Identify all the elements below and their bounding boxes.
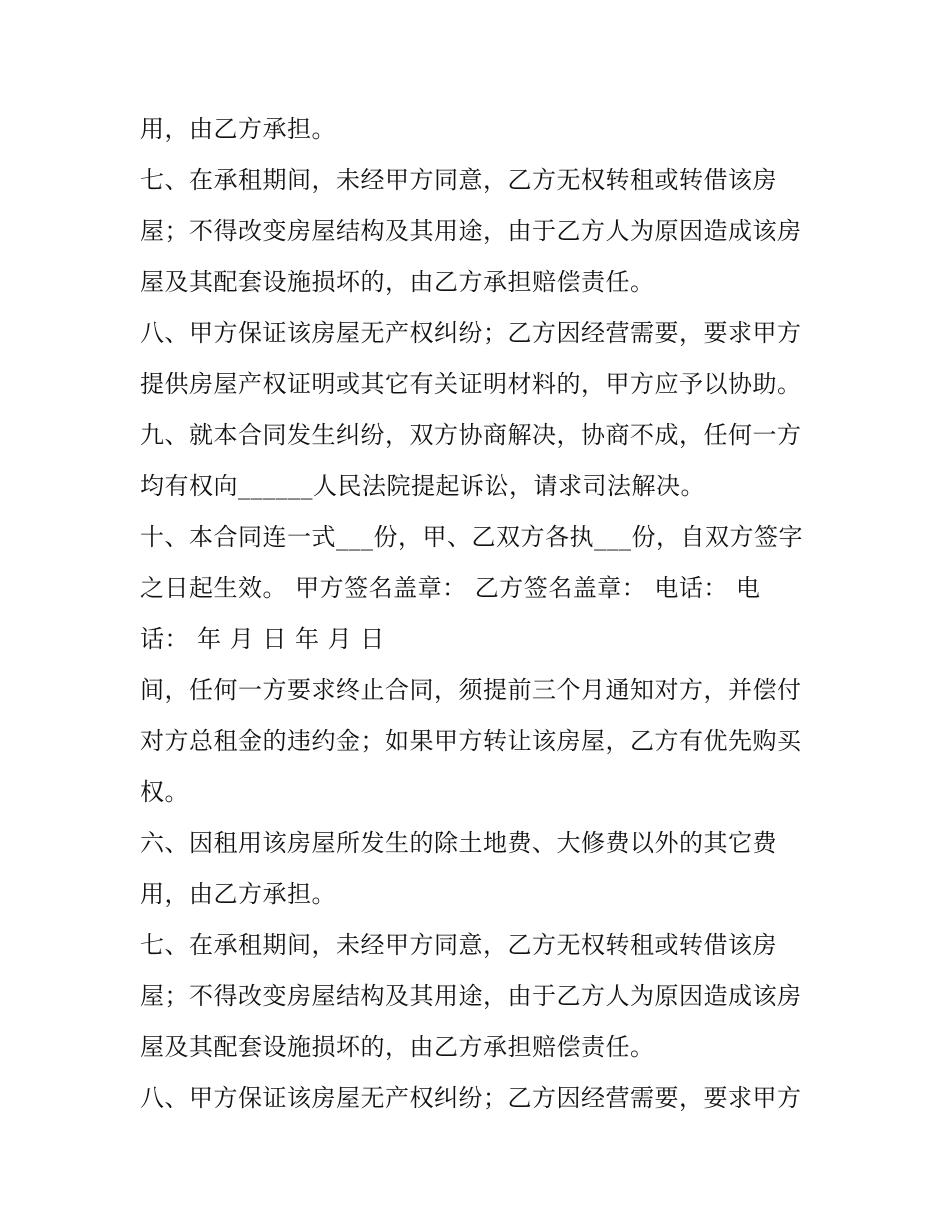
text-line: 六、因租用该房屋所发生的除土地费、大修费以外的其它费 [140,829,777,857]
text-line: 对方总租金的违约金；如果甲方转让该房屋，乙方有优先购买 [140,727,802,755]
text-line: 七、在承租期间，未经甲方同意，乙方无权转租或转借该房 [140,931,777,959]
text-line: 用，由乙方承担。 [140,115,336,143]
text-line: 权。 [140,778,189,806]
text-line: 屋及其配套设施损坏的，由乙方承担赔偿责任。 [140,1033,655,1061]
text-line: 均有权向______人民法院提起诉讼，请求司法解决。 [140,472,705,500]
contract-body-text [140,104,830,1124]
text-line: 十、本合同连一式___份，甲、乙双方各执___份，自双方签字 [140,523,803,551]
text-line: 八、甲方保证该房屋无产权纠纷；乙方因经营需要，要求甲方 [140,1084,802,1112]
text-line: 九、就本合同发生纠纷，双方协商解决，协商不成，任何一方 [140,421,802,449]
text-line: 屋及其配套设施损坏的，由乙方承担赔偿责任。 [140,268,655,296]
text-line: 八、甲方保证该房屋无产权纠纷；乙方因经营需要，要求甲方 [140,319,802,347]
text-line: 屋；不得改变房屋结构及其用途，由于乙方人为原因造成该房 [140,217,802,245]
text-line: 间，任何一方要求终止合同，须提前三个月通知对方，并偿付 [140,676,802,704]
text-line: 话： 年 月 日 年 月 日 [140,625,385,653]
text-line: 用，由乙方承担。 [140,880,336,908]
text-line: 之日起生效。 甲方签名盖章： 乙方签名盖章： 电话： 电 [140,574,761,602]
text-line: 提供房屋产权证明或其它有关证明材料的，甲方应予以协助。 [140,370,802,398]
text-line: 七、在承租期间，未经甲方同意，乙方无权转租或转借该房 [140,166,777,194]
text-line: 屋；不得改变房屋结构及其用途，由于乙方人为原因造成该房 [140,982,802,1010]
